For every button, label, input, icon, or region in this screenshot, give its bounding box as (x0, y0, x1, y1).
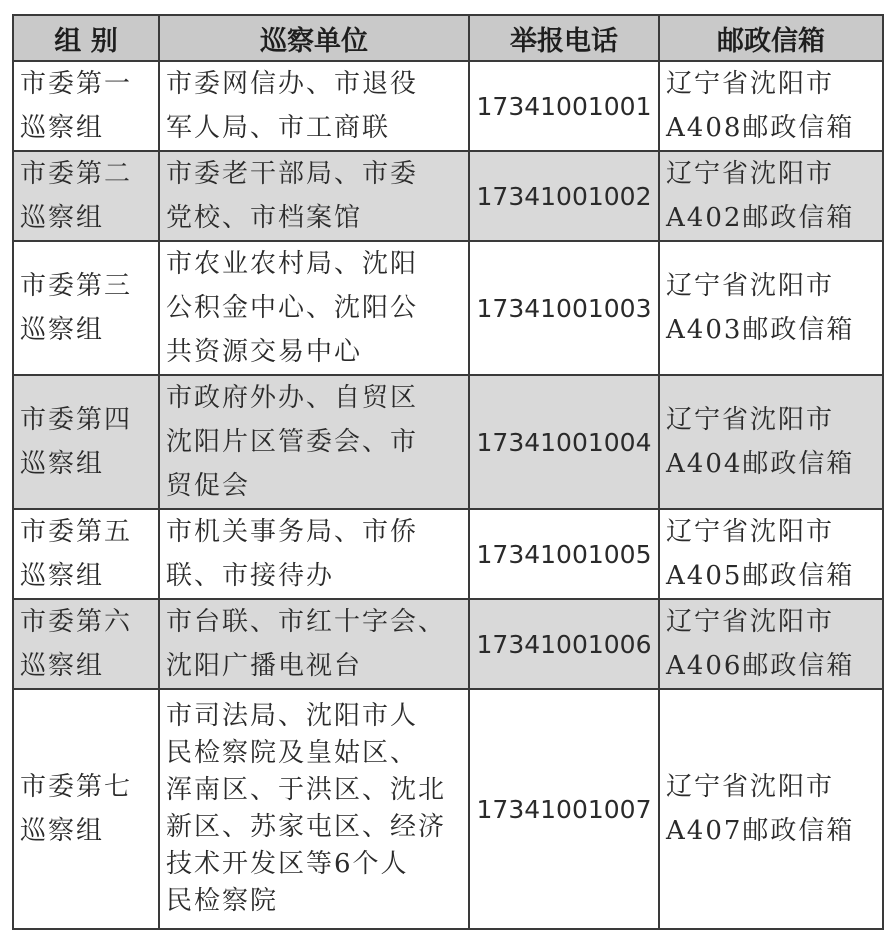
unit-line: 市政府外办、自贸区 (166, 383, 419, 413)
unit-line: 贸促会 (166, 471, 251, 501)
unit-line: 市农业农村局、沈阳 (166, 249, 419, 279)
phone-cell: 17341001002 (469, 151, 659, 241)
mailbox-line: 辽宁省沈阳市 (666, 772, 835, 802)
unit-line: 民检察院及皇姑区、 (166, 738, 419, 768)
group-line: 市委第六 (20, 607, 133, 637)
group-line: 巡察组 (20, 315, 105, 345)
unit-line: 党校、市档案馆 (166, 203, 363, 233)
mailbox-cell (659, 689, 883, 929)
header-report-phone: 举报电话 (469, 15, 659, 61)
group-line: 市委第三 (20, 271, 133, 301)
unit-line: 公积金中心、沈阳公 (166, 293, 419, 323)
phone-cell: 17341001003 (469, 241, 659, 375)
mailbox-cell (659, 61, 883, 151)
group-line: 巡察组 (20, 816, 105, 846)
group-cell (13, 689, 159, 929)
group-line: 市委第四 (20, 405, 133, 435)
group-line: 市委第二 (20, 159, 133, 189)
header-postal-mailbox: 邮政信箱 (659, 15, 883, 61)
group-cell (13, 61, 159, 151)
unit-line: 市委网信办、市退役 (166, 69, 419, 99)
table-row (13, 241, 883, 375)
header-patrol-unit: 巡察单位 (159, 15, 469, 61)
phone-cell: 17341001004 (469, 375, 659, 509)
unit-line: 沈阳广播电视台 (166, 651, 363, 681)
group-line: 巡察组 (20, 449, 105, 479)
unit-line: 共资源交易中心 (166, 337, 363, 367)
unit-cell (159, 689, 469, 929)
unit-line: 技术开发区等6个人 (166, 849, 409, 879)
unit-cell (159, 599, 469, 689)
phone-cell: 17341001001 (469, 61, 659, 151)
unit-cell (159, 151, 469, 241)
table-row (13, 689, 883, 929)
patrol-contact-table (12, 14, 884, 930)
unit-line: 军人局、市工商联 (166, 113, 391, 143)
table-row (13, 599, 883, 689)
unit-line: 市司法局、沈阳市人 (166, 701, 419, 731)
mailbox-line: A408邮政信箱 (666, 113, 855, 143)
phone-cell: 17341001005 (469, 509, 659, 599)
group-line: 市委第七 (20, 772, 133, 802)
unit-cell (159, 509, 469, 599)
mailbox-line: 辽宁省沈阳市 (666, 517, 835, 547)
mailbox-line: A406邮政信箱 (666, 651, 855, 681)
unit-line: 浑南区、于洪区、沈北 (166, 775, 447, 805)
table-row (13, 61, 883, 151)
phone-cell: 17341001007 (469, 689, 659, 929)
unit-line: 市机关事务局、市侨 (166, 517, 419, 547)
group-cell (13, 509, 159, 599)
group-line: 巡察组 (20, 651, 105, 681)
group-line: 巡察组 (20, 113, 105, 143)
group-line: 巡察组 (20, 561, 105, 591)
mailbox-line: 辽宁省沈阳市 (666, 159, 835, 189)
unit-line: 新区、苏家屯区、经济 (166, 812, 447, 842)
mailbox-line: 辽宁省沈阳市 (666, 607, 835, 637)
group-cell (13, 151, 159, 241)
unit-cell (159, 61, 469, 151)
table-row (13, 509, 883, 599)
group-cell (13, 241, 159, 375)
mailbox-cell (659, 241, 883, 375)
mailbox-cell (659, 509, 883, 599)
mailbox-line: 辽宁省沈阳市 (666, 405, 835, 435)
mailbox-line: A403邮政信箱 (666, 315, 855, 345)
header-group: 组 别 (13, 15, 159, 61)
unit-line: 联、市接待办 (166, 561, 335, 591)
table-header-row (13, 15, 883, 61)
unit-line: 民检察院 (166, 886, 279, 916)
mailbox-cell (659, 599, 883, 689)
table-row (13, 151, 883, 241)
mailbox-cell (659, 151, 883, 241)
mailbox-cell (659, 375, 883, 509)
table-row (13, 375, 883, 509)
unit-line: 市委老干部局、市委 (166, 159, 419, 189)
unit-cell (159, 241, 469, 375)
mailbox-line: A404邮政信箱 (666, 449, 855, 479)
mailbox-line: A402邮政信箱 (666, 203, 855, 233)
mailbox-line: A407邮政信箱 (666, 816, 855, 846)
mailbox-line: 辽宁省沈阳市 (666, 69, 835, 99)
mailbox-line: 辽宁省沈阳市 (666, 271, 835, 301)
unit-line: 市台联、市红十字会、 (166, 607, 447, 637)
group-line: 市委第一 (20, 69, 133, 99)
group-cell (13, 599, 159, 689)
group-line: 市委第五 (20, 517, 133, 547)
mailbox-line: A405邮政信箱 (666, 561, 855, 591)
group-line: 巡察组 (20, 203, 105, 233)
phone-cell: 17341001006 (469, 599, 659, 689)
group-cell (13, 375, 159, 509)
unit-line: 沈阳片区管委会、市 (166, 427, 419, 457)
unit-cell (159, 375, 469, 509)
